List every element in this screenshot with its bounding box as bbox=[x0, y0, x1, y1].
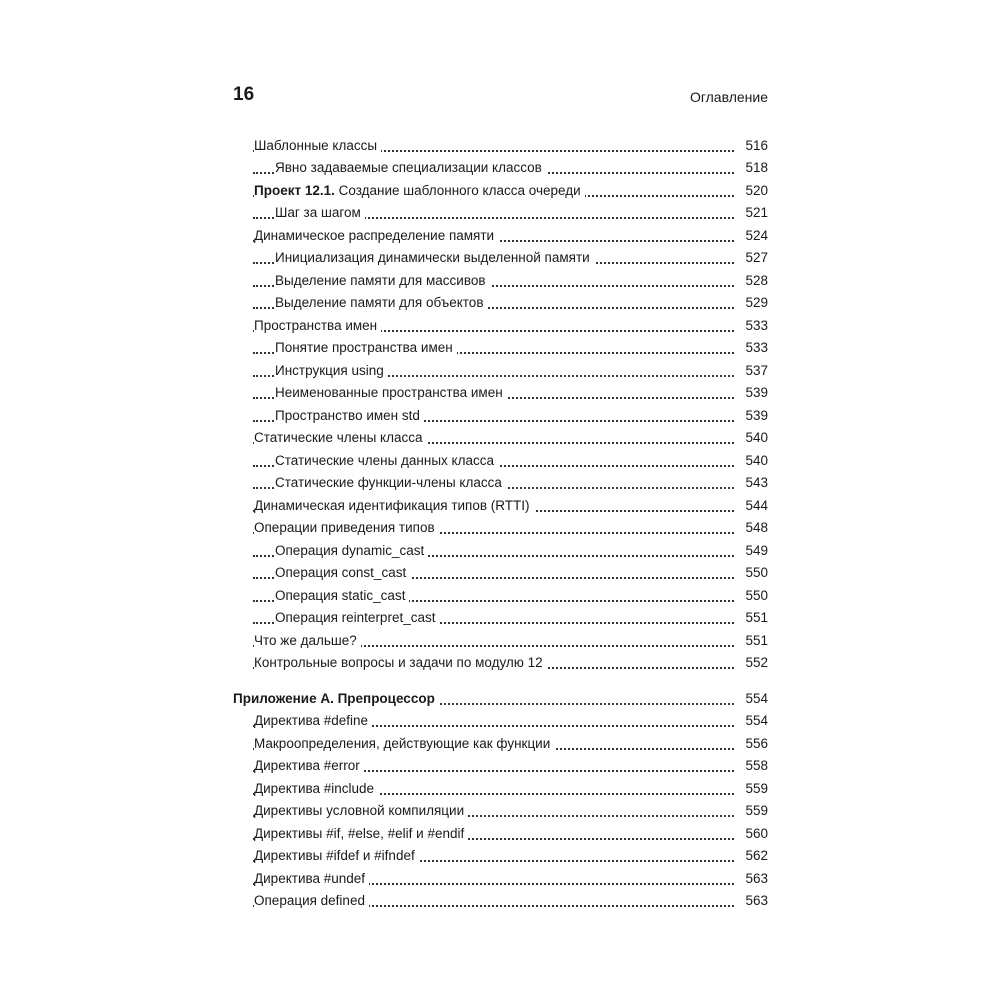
toc-entry-title: Операция dynamic_cast bbox=[275, 543, 428, 558]
toc-entry bbox=[233, 890, 768, 913]
toc-entry bbox=[233, 607, 768, 630]
toc-entry-title: Статические члены класса bbox=[254, 430, 427, 445]
toc-entry-page: 550 bbox=[741, 588, 768, 603]
toc-entry-title: Инициализация динамически выделенной памяти bbox=[275, 250, 594, 265]
page-number: 16 bbox=[233, 84, 255, 105]
toc-entry-title: Приложение А. Препроцессор bbox=[233, 691, 439, 706]
toc-entry-page: 528 bbox=[741, 273, 768, 288]
toc-entry-page: 563 bbox=[741, 871, 768, 886]
toc-entry-page: 540 bbox=[741, 430, 768, 445]
toc-entry bbox=[233, 314, 768, 337]
toc-entry-title: Шаблонные классы bbox=[254, 138, 381, 153]
toc-entry bbox=[233, 539, 768, 562]
toc-entry-title: Инструкция using bbox=[275, 363, 388, 378]
toc-entry-page: 551 bbox=[741, 610, 768, 625]
toc-entry-page: 543 bbox=[741, 475, 768, 490]
toc-entry-page: 539 bbox=[741, 385, 768, 400]
toc-entry-page: 559 bbox=[741, 781, 768, 796]
toc-entry-title: Статические члены данных класса bbox=[275, 453, 498, 468]
toc-entry bbox=[233, 359, 768, 382]
toc-entry bbox=[233, 710, 768, 733]
table-of-contents bbox=[233, 134, 768, 912]
toc-entry-title: Операции приведения типов bbox=[254, 520, 439, 535]
toc-entry-page: 549 bbox=[741, 543, 768, 558]
toc-entry-title: Выделение памяти для массивов bbox=[275, 273, 490, 288]
toc-entry-title: Операция const_cast bbox=[275, 565, 410, 580]
toc-entry-page: 527 bbox=[741, 250, 768, 265]
toc-entry-title: Операция static_cast bbox=[275, 588, 409, 603]
toc-entry-page: 520 bbox=[741, 183, 768, 198]
toc-entry-page: 533 bbox=[741, 340, 768, 355]
toc-entry-page: 524 bbox=[741, 228, 768, 243]
project-title: Создание шаблонного класса очереди bbox=[334, 182, 581, 198]
toc-entry-page: 521 bbox=[741, 205, 768, 220]
toc-entry-page: 554 bbox=[741, 691, 768, 706]
toc-entry-page: 537 bbox=[741, 363, 768, 378]
toc-entry bbox=[233, 269, 768, 292]
toc-entry-page: 544 bbox=[741, 498, 768, 513]
toc-entry-title: Директива #define bbox=[254, 713, 372, 728]
toc-entry bbox=[233, 562, 768, 585]
toc-entry bbox=[233, 822, 768, 845]
toc-entry-page: 518 bbox=[741, 160, 768, 175]
toc-entry-page: 554 bbox=[741, 713, 768, 728]
toc-entry-title: Контрольные вопросы и задачи по модулю 12 bbox=[254, 655, 547, 670]
toc-entry bbox=[233, 337, 768, 360]
toc-entry-page: 562 bbox=[741, 848, 768, 863]
section-gap bbox=[233, 674, 768, 687]
toc-entry bbox=[233, 517, 768, 540]
toc-entry-page: 560 bbox=[741, 826, 768, 841]
toc-entry-title: Директива #undef bbox=[254, 871, 369, 886]
toc-entry-page: 559 bbox=[741, 803, 768, 818]
toc-entry-page: 539 bbox=[741, 408, 768, 423]
toc-entry bbox=[233, 777, 768, 800]
toc-entry-title bbox=[254, 183, 585, 198]
toc-entry bbox=[233, 449, 768, 472]
toc-entry-page: 552 bbox=[741, 655, 768, 670]
toc-entry-page: 563 bbox=[741, 893, 768, 908]
toc-entry bbox=[233, 134, 768, 157]
toc-entry bbox=[233, 732, 768, 755]
toc-entry bbox=[233, 629, 768, 652]
toc-entry bbox=[233, 427, 768, 450]
toc-entry-title: Динамическая идентификация типов (RTTI) bbox=[254, 498, 534, 513]
toc-entry bbox=[233, 202, 768, 225]
toc-entry bbox=[233, 404, 768, 427]
toc-entry bbox=[233, 382, 768, 405]
toc-entry-title: Директивы #if, #else, #elif и #endif bbox=[254, 826, 468, 841]
toc-entry-page: 548 bbox=[741, 520, 768, 535]
toc-chapter-entry bbox=[233, 687, 768, 710]
toc-entry-title: Пространства имен bbox=[254, 318, 381, 333]
toc-entry bbox=[233, 247, 768, 270]
toc-entry-title: Понятие пространства имен bbox=[275, 340, 457, 355]
toc-entry-title: Неименованные пространства имен bbox=[275, 385, 507, 400]
project-label: Проект 12.1. bbox=[254, 182, 335, 198]
toc-entry-title: Пространство имен std bbox=[275, 408, 424, 423]
toc-entry bbox=[233, 157, 768, 180]
toc-entry bbox=[233, 800, 768, 823]
toc-entry-title: Динамическое распределение памяти bbox=[254, 228, 498, 243]
toc-entry bbox=[233, 652, 768, 675]
running-title: Оглавление bbox=[689, 89, 768, 105]
toc-entry bbox=[233, 584, 768, 607]
toc-entry-title: Директива #include bbox=[254, 781, 378, 796]
toc-entry-page: 556 bbox=[741, 736, 768, 751]
toc-entry-title: Выделение памяти для объектов bbox=[275, 295, 488, 310]
toc-entry bbox=[233, 224, 768, 247]
toc-entry-title: Явно задаваемые специализации классов bbox=[275, 160, 546, 175]
toc-entry-page: 558 bbox=[741, 758, 768, 773]
toc-entry bbox=[233, 845, 768, 868]
toc-entry-title: Директивы #ifdef и #ifndef bbox=[254, 848, 419, 863]
toc-entry-page: 533 bbox=[741, 318, 768, 333]
toc-entry bbox=[233, 755, 768, 778]
toc-entry-page: 516 bbox=[741, 138, 768, 153]
toc-entry-title: Макроопределения, действующие как функции bbox=[254, 736, 554, 751]
toc-entry-title: Что же дальше? bbox=[254, 633, 361, 648]
toc-entry bbox=[233, 292, 768, 315]
toc-entry-title: Директивы условной компиляции bbox=[254, 803, 468, 818]
toc-entry-page: 550 bbox=[741, 565, 768, 580]
toc-entry-title: Шаг за шагом bbox=[275, 205, 365, 220]
toc-entry-title: Директива #error bbox=[254, 758, 364, 773]
toc-entry-title: Статические функции-члены класса bbox=[275, 475, 506, 490]
toc-entry bbox=[233, 179, 768, 202]
toc-entry bbox=[233, 867, 768, 890]
toc-entry-title: Операция defined bbox=[254, 893, 369, 908]
toc-entry-page: 529 bbox=[741, 295, 768, 310]
toc-entry bbox=[233, 494, 768, 517]
toc-entry-page: 551 bbox=[741, 633, 768, 648]
toc-entry-title: Операция reinterpret_cast bbox=[275, 610, 439, 625]
toc-entry-page: 540 bbox=[741, 453, 768, 468]
toc-entry bbox=[233, 472, 768, 495]
